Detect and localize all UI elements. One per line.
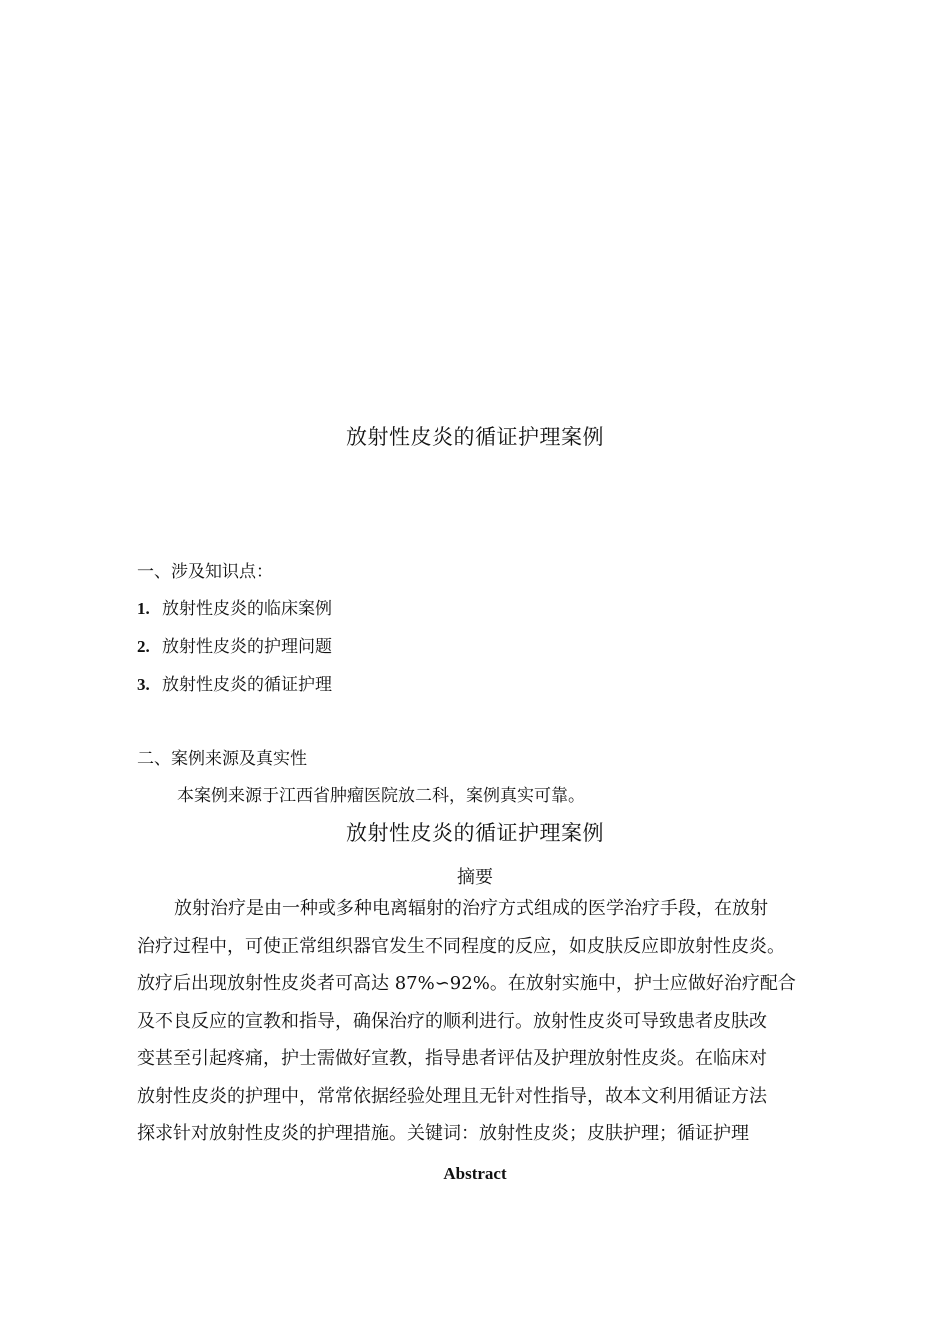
abstract-line: 放射性皮炎的护理中，常常依据经验处理且无针对性指导，故本文利用循证方法 [137, 1085, 767, 1107]
source-text: 本案例来源于江西省肿瘤医院放二科，案例真实可靠。 [177, 786, 585, 806]
knowledge-item [137, 594, 332, 619]
abstract-line: 探求针对放射性皮炎的护理措施。关键词：放射性皮炎；皮肤护理；循证护理 [137, 1123, 749, 1144]
knowledge-item [137, 670, 332, 695]
abstract-line: 变甚至引起疼痛，护士需做好宣教，指导患者评估及护理放射性皮炎。在临床对 [137, 1048, 767, 1069]
item-number: 2. [137, 637, 150, 656]
abstract-body [137, 890, 827, 1153]
abstract-line: 治疗过程中，可使正常组织器官发生不同程度的反应，如皮肤反应即放射性皮炎。 [137, 935, 785, 957]
knowledge-item [137, 632, 332, 657]
item-text: 放射性皮炎的循证护理 [162, 675, 332, 695]
abstract-label: 摘要 [457, 867, 493, 888]
abstract-line: 放射治疗是由一种或多种电离辐射的治疗方式组成的医学治疗手段，在放射 [174, 898, 768, 919]
english-abstract-heading: Abstract [443, 1164, 507, 1183]
item-number: 3. [137, 675, 150, 694]
source-heading: 二、案例来源及真实性 [137, 749, 307, 769]
paper-title: 放射性皮炎的循证护理案例 [346, 821, 604, 845]
knowledge-heading: 一、涉及知识点： [137, 562, 273, 582]
abstract-line: 及不良反应的宣教和指导，确保治疗的顺利进行。放射性皮炎可导致患者皮肤改 [137, 1010, 767, 1032]
abstract-line: 放疗后出现放射性皮炎者可高达 87%∽92%。在放射实施中，护士应做好治疗配合 [137, 973, 796, 994]
cover-title: 放射性皮炎的循证护理案例 [346, 425, 604, 449]
item-text: 放射性皮炎的临床案例 [162, 599, 332, 619]
item-number: 1. [137, 599, 150, 618]
item-text: 放射性皮炎的护理问题 [162, 637, 332, 657]
